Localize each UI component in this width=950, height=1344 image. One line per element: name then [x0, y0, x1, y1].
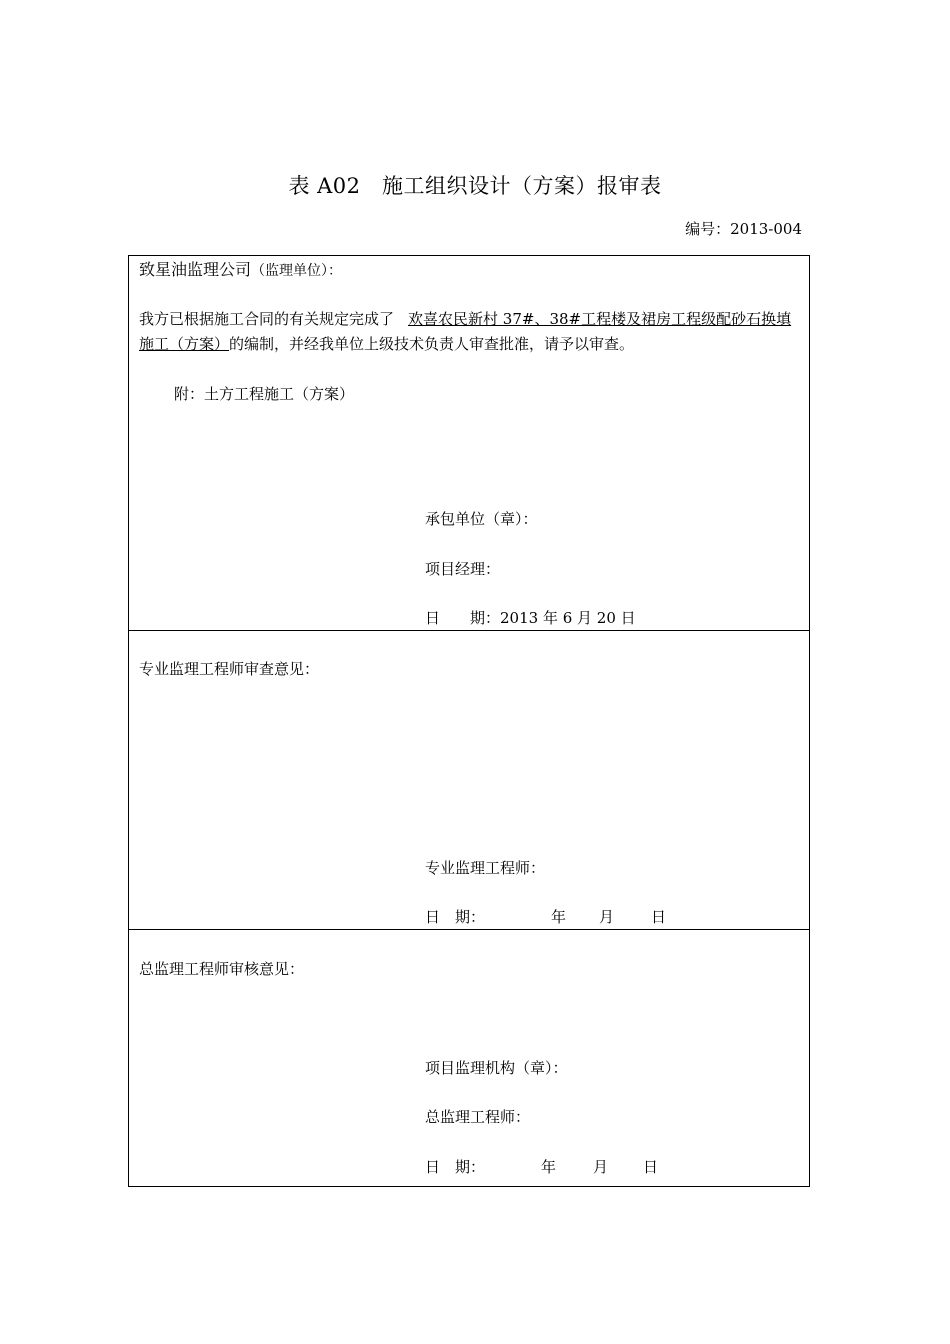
chief-engineer-label: 总监理工程师： — [425, 1108, 531, 1126]
project-name: 欢喜农民新村 37#、38#工程楼及裙房工程级配砂石换填施工（方案） — [139, 310, 792, 353]
chief-date-year: 年 — [541, 1158, 557, 1176]
chief-date-month: 月 — [593, 1158, 609, 1176]
chief-date-day: 日 — [643, 1158, 659, 1176]
supervision-agency-label: 项目监理机构（章）： — [425, 1059, 568, 1077]
chief-date-label: 日 期： — [425, 1158, 486, 1176]
form-title: 表 A02 施工组织设计（方案）报审表 — [288, 174, 662, 198]
engineer-date-month: 月 — [599, 908, 615, 926]
chief-review-section — [129, 930, 809, 1186]
engineer-review-section — [129, 631, 809, 930]
submission-statement — [139, 307, 803, 357]
engineer-date-day: 日 — [651, 908, 667, 926]
engineer-opinion-label: 专业监理工程师审查意见： — [139, 660, 320, 678]
statement-prefix: 我方已根据施工合同的有关规定完成了 — [139, 310, 395, 328]
submission-section — [129, 256, 809, 631]
recipient-line — [139, 260, 342, 281]
engineer-signature-label: 专业监理工程师： — [425, 859, 546, 877]
statement-suffix: 的编制，并经我单位上级技术负责人审查批准，请予以审查。 — [229, 335, 635, 353]
recipient-name: 致星油监理公司 — [139, 260, 252, 279]
engineer-date-year: 年 — [551, 908, 567, 926]
form-serial-number: 编号：2013-004 — [685, 220, 802, 238]
date-label: 日 期： — [425, 609, 501, 627]
engineer-date-label: 日 期： — [425, 908, 486, 926]
contractor-label: 承包单位（章）： — [425, 510, 538, 528]
approval-form — [128, 255, 810, 1187]
date-value: 2013 年 6 月 20 日 — [500, 609, 636, 627]
recipient-role: （监理单位）： — [251, 263, 343, 279]
project-manager-label: 项目经理： — [425, 560, 501, 578]
chief-opinion-label: 总监理工程师审核意见： — [139, 960, 305, 978]
attachment-note: 附：土方工程施工（方案） — [174, 385, 355, 403]
submission-date — [425, 608, 636, 628]
